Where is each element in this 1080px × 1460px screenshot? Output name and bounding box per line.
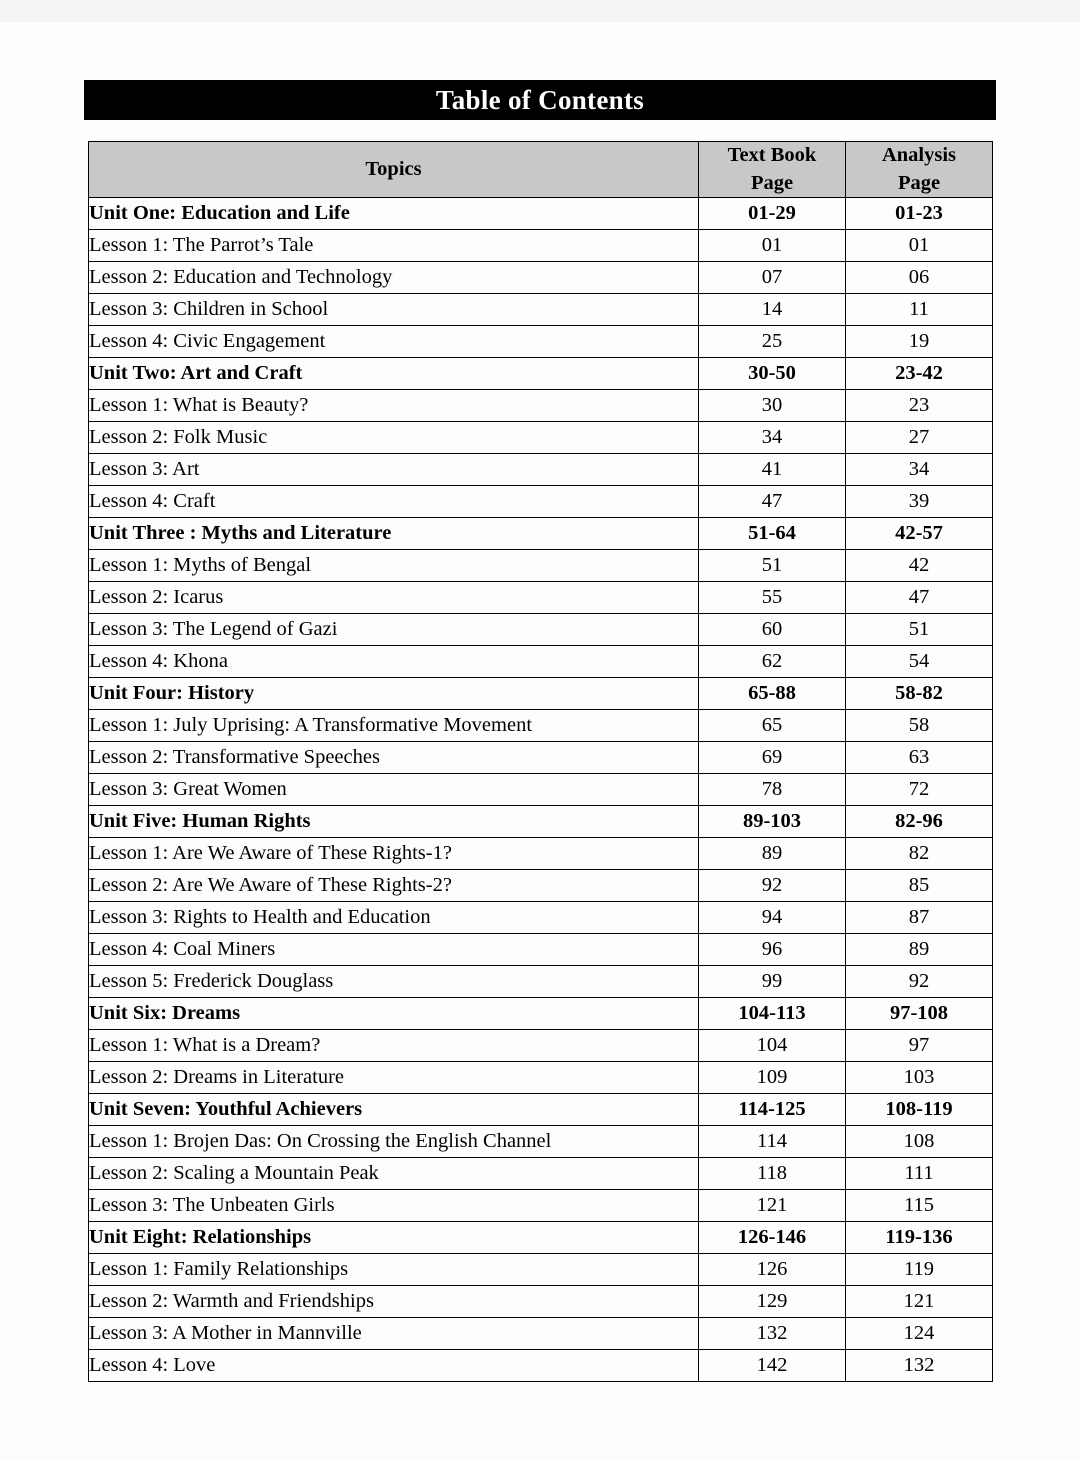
unit-row <box>89 358 993 390</box>
topic-cell: Lesson 3: The Legend of Gazi <box>89 614 699 646</box>
topic-cell: Lesson 2: Transformative Speeches <box>89 742 699 774</box>
analysis-page-cell: 132 <box>846 1350 993 1382</box>
lesson-row <box>89 1062 993 1094</box>
table-header <box>89 142 993 198</box>
text-book-page-cell: 94 <box>699 902 846 934</box>
text-book-page-cell: 104-113 <box>699 998 846 1030</box>
analysis-page-cell: 06 <box>846 262 993 294</box>
topic-cell: Lesson 2: Icarus <box>89 582 699 614</box>
topic-cell: Unit One: Education and Life <box>89 198 699 230</box>
analysis-page-cell: 51 <box>846 614 993 646</box>
text-book-page-cell: 114 <box>699 1126 846 1158</box>
column-header-text-book-page <box>699 142 846 198</box>
analysis-page-cell: 108 <box>846 1126 993 1158</box>
topic-cell: Lesson 1: Are We Aware of These Rights-1? <box>89 838 699 870</box>
text-book-page-cell: 62 <box>699 646 846 678</box>
analysis-page-cell: 82-96 <box>846 806 993 838</box>
analysis-page-cell: 19 <box>846 326 993 358</box>
topic-cell: Lesson 2: Folk Music <box>89 422 699 454</box>
topic-cell: Lesson 1: Brojen Das: On Crossing the English Channel <box>89 1126 699 1158</box>
lesson-row <box>89 422 993 454</box>
lesson-row <box>89 1318 993 1350</box>
table-body <box>89 198 993 1382</box>
analysis-page-cell: 121 <box>846 1286 993 1318</box>
lesson-row <box>89 742 993 774</box>
analysis-page-cell: 42-57 <box>846 518 993 550</box>
analysis-page-cell: 58 <box>846 710 993 742</box>
lesson-row <box>89 966 993 998</box>
text-book-page-cell: 65 <box>699 710 846 742</box>
text-book-page-cell: 07 <box>699 262 846 294</box>
lesson-row <box>89 710 993 742</box>
text-book-page-cell: 14 <box>699 294 846 326</box>
topic-cell: Lesson 2: Education and Technology <box>89 262 699 294</box>
topic-cell: Unit Four: History <box>89 678 699 710</box>
analysis-page-cell: 89 <box>846 934 993 966</box>
lesson-row <box>89 1286 993 1318</box>
text-book-page-cell: 132 <box>699 1318 846 1350</box>
analysis-page-cell: 01 <box>846 230 993 262</box>
analysis-page-cell: 72 <box>846 774 993 806</box>
unit-row <box>89 678 993 710</box>
analysis-page-cell: 34 <box>846 454 993 486</box>
analysis-page-cell: 111 <box>846 1158 993 1190</box>
topic-cell: Lesson 4: Coal Miners <box>89 934 699 966</box>
text-book-page-cell: 109 <box>699 1062 846 1094</box>
column-header-analysis-page-line2: Page <box>897 171 941 194</box>
analysis-page-cell: 92 <box>846 966 993 998</box>
topic-cell: Lesson 3: Rights to Health and Education <box>89 902 699 934</box>
analysis-page-cell: 82 <box>846 838 993 870</box>
lesson-row <box>89 1158 993 1190</box>
table-header-row <box>89 142 993 198</box>
lesson-row <box>89 1350 993 1382</box>
topic-cell: Unit Three : Myths and Literature <box>89 518 699 550</box>
text-book-page-cell: 01 <box>699 230 846 262</box>
text-book-page-cell: 78 <box>699 774 846 806</box>
text-book-page-cell: 89-103 <box>699 806 846 838</box>
analysis-page-cell: 119 <box>846 1254 993 1286</box>
text-book-page-cell: 92 <box>699 870 846 902</box>
analysis-page-cell: 63 <box>846 742 993 774</box>
topic-cell: Lesson 4: Craft <box>89 486 699 518</box>
text-book-page-cell: 51 <box>699 550 846 582</box>
text-book-page-cell: 41 <box>699 454 846 486</box>
text-book-page-cell: 96 <box>699 934 846 966</box>
unit-row <box>89 1222 993 1254</box>
analysis-page-cell: 115 <box>846 1190 993 1222</box>
topic-cell: Lesson 3: A Mother in Mannville <box>89 1318 699 1350</box>
lesson-row <box>89 902 993 934</box>
topic-cell: Lesson 3: Great Women <box>89 774 699 806</box>
text-book-page-cell: 118 <box>699 1158 846 1190</box>
lesson-row <box>89 934 993 966</box>
text-book-page-cell: 55 <box>699 582 846 614</box>
lesson-row <box>89 646 993 678</box>
topic-cell: Lesson 2: Are We Aware of These Rights-2? <box>89 870 699 902</box>
topic-cell: Lesson 1: Family Relationships <box>89 1254 699 1286</box>
analysis-page-cell: 01-23 <box>846 198 993 230</box>
lesson-row <box>89 550 993 582</box>
text-book-page-cell: 142 <box>699 1350 846 1382</box>
topic-cell: Lesson 4: Khona <box>89 646 699 678</box>
lesson-row <box>89 262 993 294</box>
text-book-page-cell: 30 <box>699 390 846 422</box>
topic-cell: Lesson 1: Myths of Bengal <box>89 550 699 582</box>
topic-cell: Lesson 2: Warmth and Friendships <box>89 1286 699 1318</box>
analysis-page-cell: 87 <box>846 902 993 934</box>
text-book-page-cell: 121 <box>699 1190 846 1222</box>
analysis-page-cell: 27 <box>846 422 993 454</box>
column-header-analysis-page <box>846 142 993 198</box>
lesson-row <box>89 486 993 518</box>
lesson-row <box>89 1030 993 1062</box>
analysis-page-cell: 11 <box>846 294 993 326</box>
lesson-row <box>89 230 993 262</box>
topic-cell: Lesson 1: What is a Dream? <box>89 1030 699 1062</box>
topic-cell: Lesson 2: Dreams in Literature <box>89 1062 699 1094</box>
analysis-page-cell: 103 <box>846 1062 993 1094</box>
analysis-page-cell: 119-136 <box>846 1222 993 1254</box>
unit-row <box>89 198 993 230</box>
unit-row <box>89 1094 993 1126</box>
lesson-row <box>89 454 993 486</box>
text-book-page-cell: 114-125 <box>699 1094 846 1126</box>
page-title: Table of Contents <box>84 80 996 120</box>
topic-cell: Lesson 1: The Parrot’s Tale <box>89 230 699 262</box>
topic-cell: Lesson 1: July Uprising: A Transformative Movement <box>89 710 699 742</box>
analysis-page-cell: 97 <box>846 1030 993 1062</box>
analysis-page-cell: 23-42 <box>846 358 993 390</box>
topic-cell: Lesson 2: Scaling a Mountain Peak <box>89 1158 699 1190</box>
text-book-page-cell: 126-146 <box>699 1222 846 1254</box>
table-of-contents-table <box>88 141 993 1382</box>
unit-row <box>89 806 993 838</box>
analysis-page-cell: 108-119 <box>846 1094 993 1126</box>
text-book-page-cell: 01-29 <box>699 198 846 230</box>
analysis-page-cell: 39 <box>846 486 993 518</box>
text-book-page-cell: 89 <box>699 838 846 870</box>
text-book-page-cell: 99 <box>699 966 846 998</box>
analysis-page-cell: 97-108 <box>846 998 993 1030</box>
topic-cell: Lesson 3: Children in School <box>89 294 699 326</box>
analysis-page-cell: 23 <box>846 390 993 422</box>
lesson-row <box>89 390 993 422</box>
text-book-page-cell: 69 <box>699 742 846 774</box>
analysis-page-cell: 47 <box>846 582 993 614</box>
topic-cell: Lesson 3: The Unbeaten Girls <box>89 1190 699 1222</box>
column-header-analysis-page-line1: Analysis <box>881 144 957 166</box>
topic-cell: Lesson 4: Love <box>89 1350 699 1382</box>
lesson-row <box>89 326 993 358</box>
text-book-page-cell: 65-88 <box>699 678 846 710</box>
lesson-row <box>89 294 993 326</box>
topic-cell: Unit Seven: Youthful Achievers <box>89 1094 699 1126</box>
analysis-page-cell: 124 <box>846 1318 993 1350</box>
text-book-page-cell: 47 <box>699 486 846 518</box>
topic-cell: Lesson 4: Civic Engagement <box>89 326 699 358</box>
lesson-row <box>89 582 993 614</box>
analysis-page-cell: 54 <box>846 646 993 678</box>
text-book-page-cell: 34 <box>699 422 846 454</box>
lesson-row <box>89 1126 993 1158</box>
topic-cell: Unit Six: Dreams <box>89 998 699 1030</box>
page-top-margin <box>0 0 1080 22</box>
lesson-row <box>89 838 993 870</box>
column-header-text-book-page-line2: Page <box>750 171 794 194</box>
topic-cell: Lesson 3: Art <box>89 454 699 486</box>
lesson-row <box>89 774 993 806</box>
text-book-page-cell: 25 <box>699 326 846 358</box>
analysis-page-cell: 42 <box>846 550 993 582</box>
analysis-page-cell: 58-82 <box>846 678 993 710</box>
text-book-page-cell: 60 <box>699 614 846 646</box>
lesson-row <box>89 1190 993 1222</box>
lesson-row <box>89 870 993 902</box>
unit-row <box>89 998 993 1030</box>
column-header-topics: Topics <box>89 142 699 198</box>
text-book-page-cell: 126 <box>699 1254 846 1286</box>
text-book-page-cell: 30-50 <box>699 358 846 390</box>
topic-cell: Lesson 5: Frederick Douglass <box>89 966 699 998</box>
text-book-page-cell: 104 <box>699 1030 846 1062</box>
topic-cell: Unit Two: Art and Craft <box>89 358 699 390</box>
lesson-row <box>89 1254 993 1286</box>
text-book-page-cell: 129 <box>699 1286 846 1318</box>
topic-cell: Lesson 1: What is Beauty? <box>89 390 699 422</box>
topic-cell: Unit Eight: Relationships <box>89 1222 699 1254</box>
topic-cell: Unit Five: Human Rights <box>89 806 699 838</box>
analysis-page-cell: 85 <box>846 870 993 902</box>
text-book-page-cell: 51-64 <box>699 518 846 550</box>
lesson-row <box>89 614 993 646</box>
unit-row <box>89 518 993 550</box>
column-header-text-book-page-line1: Text Book <box>727 144 817 166</box>
